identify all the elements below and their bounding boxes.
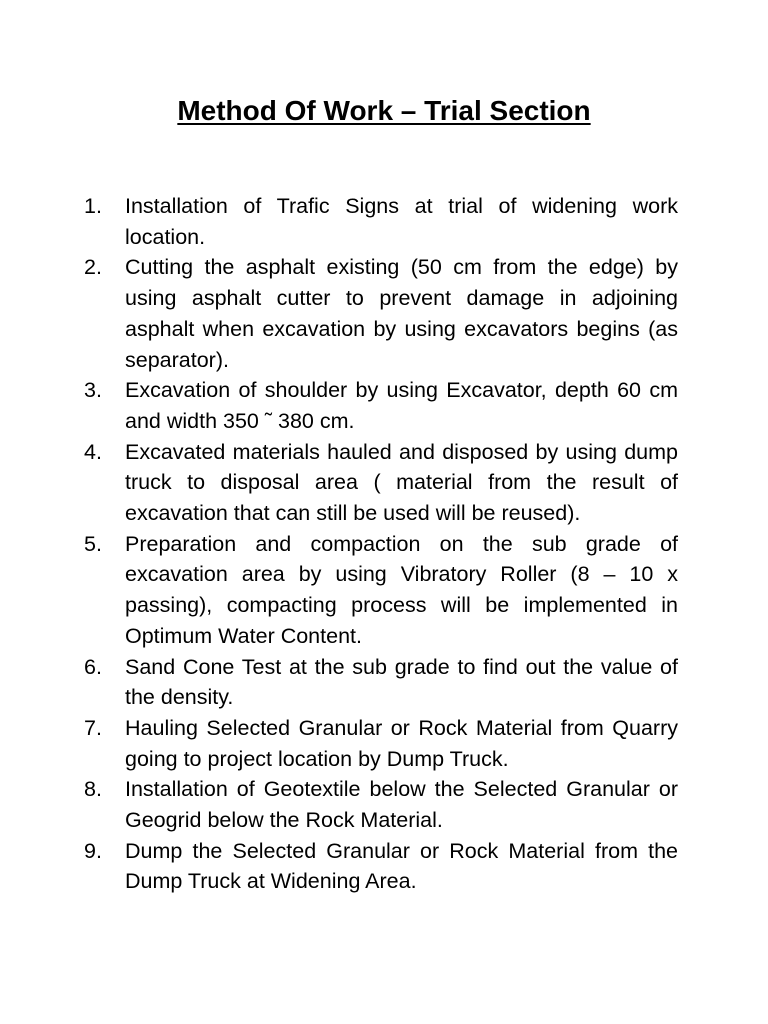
list-item-number: 6.: [84, 654, 102, 679]
list-item-text: Hauling Selected Granular or Rock Material from Quarry going to project location by Dump Truck.: [125, 715, 678, 771]
list-item-text: Excavation of shoulder by using Excavator, depth 60 cm and width 350 ˜ 380 cm.: [125, 378, 678, 433]
list-item-text: Installation of Trafic Signs at trial of widening work location.: [125, 194, 678, 249]
method-steps-list: [84, 191, 678, 897]
list-item-text: Dump the Selected Granular or Rock Material from the Dump Truck at Widening Area.: [125, 838, 678, 894]
list-item: [84, 437, 678, 529]
list-item: [84, 652, 678, 713]
list-item: [84, 774, 678, 835]
list-item: [84, 191, 678, 252]
list-item-number: 1.: [84, 194, 102, 218]
list-item: [84, 529, 678, 652]
list-item-text: Installation of Geotextile below the Selected Granular or Geogrid below the Rock Material.: [125, 777, 678, 833]
list-item-number: 5.: [84, 531, 102, 556]
list-item-text: Cutting the asphalt existing (50 cm from the edge) by using asphalt cutter to prevent damage in adjoining asphalt when excavation by using excavators begins (as separator).: [125, 255, 678, 372]
list-item-text: Excavated materials hauled and disposed by using dump truck to disposal area ( material from the result of excavation that can still be used will be reused).: [125, 439, 678, 526]
list-item: [84, 252, 678, 375]
list-item-number: 3.: [84, 378, 102, 403]
list-item-number: 4.: [84, 439, 102, 464]
list-item: [84, 836, 678, 897]
list-item-number: 7.: [84, 715, 102, 740]
list-item-number: 2.: [84, 255, 102, 280]
page-title: Method Of Work – Trial Section: [177, 95, 591, 126]
list-item: [84, 713, 678, 774]
list-item-number: 8.: [84, 777, 102, 802]
list-item-text: Sand Cone Test at the sub grade to find out the value of the density.: [125, 654, 678, 710]
list-item: [84, 375, 678, 436]
list-item-number: 9.: [84, 838, 102, 863]
list-item-text: Preparation and compaction on the sub grade of excavation area by using Vibratory Roller (8 – 10 x passing), compacting process will be implemented in Optimum Water Content.: [125, 531, 678, 648]
